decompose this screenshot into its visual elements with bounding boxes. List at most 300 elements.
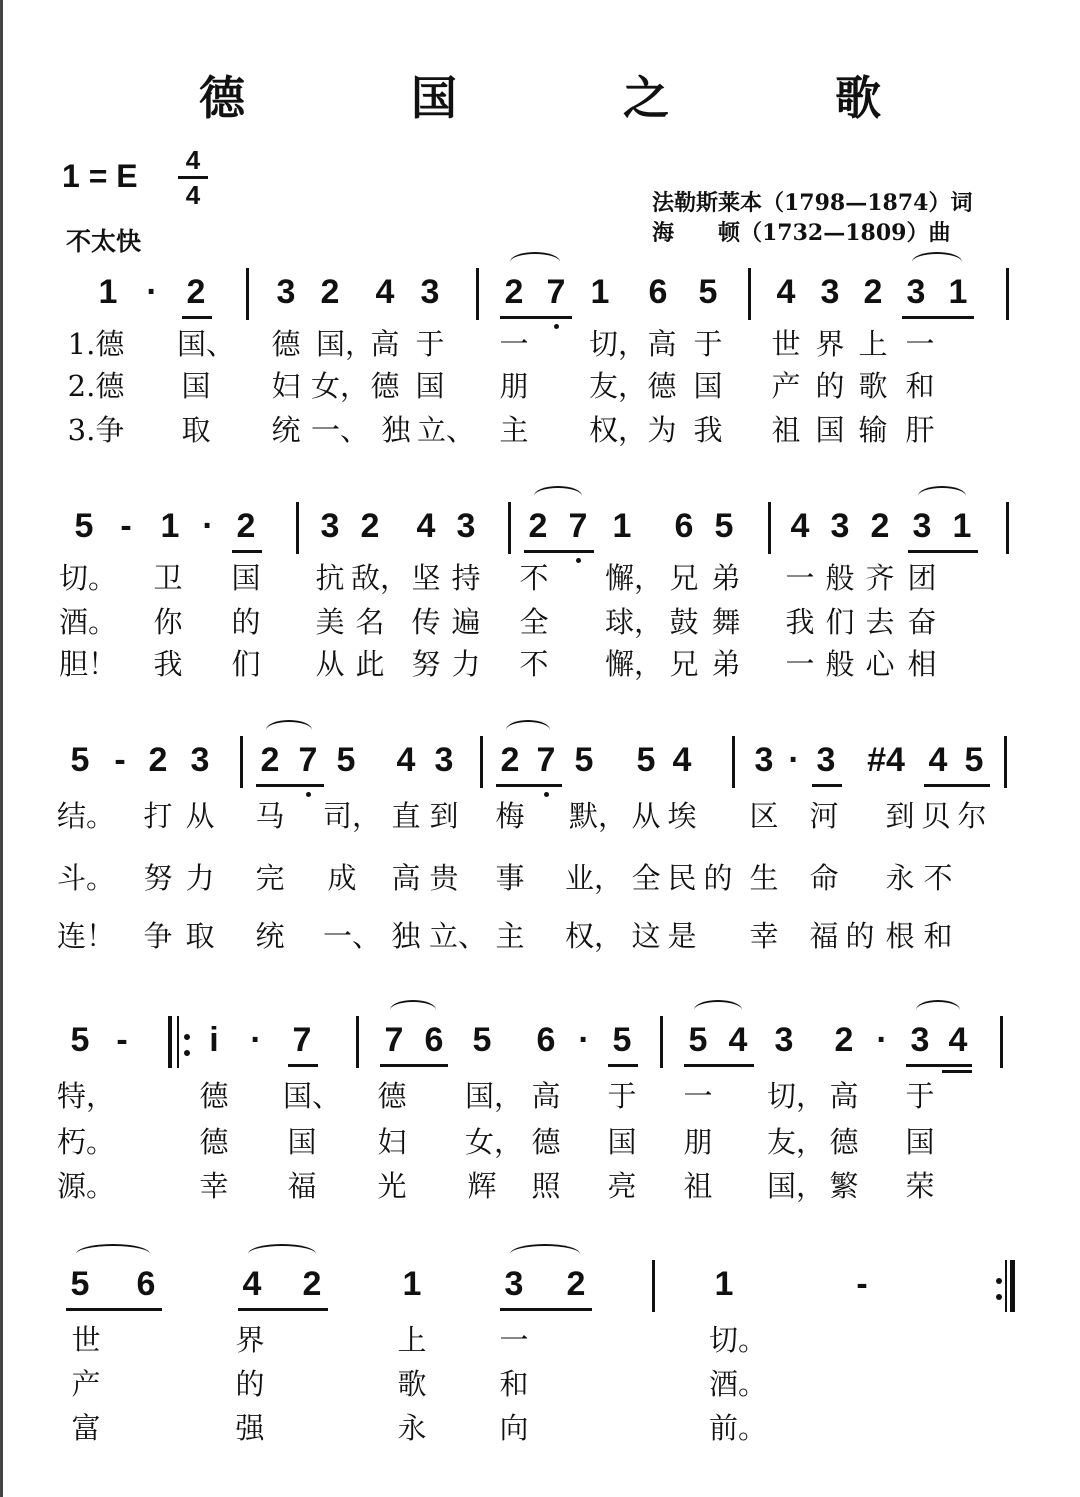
lyric: 德: [531, 1125, 561, 1159]
lyric: 贵: [429, 861, 459, 895]
note: 3: [504, 1265, 524, 1303]
song-title: 德 国 之 歌: [199, 71, 941, 125]
note: 2: [236, 507, 256, 545]
note: 5: [336, 741, 356, 779]
lyric: 不: [519, 647, 549, 681]
lyric: 相: [907, 647, 937, 681]
barline: [1006, 502, 1009, 554]
barline: [508, 502, 511, 554]
lyric: 持: [451, 561, 481, 595]
lyric: 舞: [711, 605, 741, 639]
dash: -: [120, 507, 132, 545]
lyric: 1.德: [67, 327, 125, 361]
slur: [694, 1000, 742, 1020]
lyrics-verse-3: [0, 1410, 1080, 1450]
lyric: 你: [153, 605, 183, 639]
lyric: 繁: [829, 1169, 859, 1203]
lyric: 一: [499, 1323, 529, 1357]
notation-line: [0, 498, 1080, 558]
lyric: 成: [327, 861, 357, 895]
note: 3: [912, 507, 932, 545]
note: 2: [186, 273, 206, 311]
lyric: 尔: [957, 799, 987, 833]
notation-line: [0, 1256, 1080, 1316]
underline: [182, 316, 212, 319]
note: 3: [830, 507, 850, 545]
lyric: 命: [809, 861, 839, 895]
barline: [652, 1260, 655, 1312]
lyric: 强: [235, 1411, 265, 1445]
barline: [356, 1016, 359, 1068]
tempo-marking: 不太快: [66, 227, 142, 256]
note: 2: [500, 741, 520, 779]
lyric: 从: [185, 799, 215, 833]
lyric: 切。: [58, 561, 118, 595]
lyric: 输: [858, 413, 888, 447]
lyric: 朋: [683, 1125, 713, 1159]
underline: [902, 316, 974, 319]
lyric: 连！: [56, 919, 116, 953]
barline: [296, 502, 299, 554]
lyric: 是: [667, 919, 697, 953]
note: 5: [636, 741, 656, 779]
lyric: 女，: [464, 1125, 524, 1159]
lyric: 妇: [271, 369, 301, 403]
lyric: 歌: [858, 369, 888, 403]
note: 5: [688, 1021, 708, 1059]
note: 5: [612, 1021, 632, 1059]
lyrics-verse-1: [0, 1322, 1080, 1362]
lyric: 我: [153, 647, 183, 681]
lyric: 全: [519, 605, 549, 639]
note: 3: [190, 741, 210, 779]
dot-mark: ·: [250, 1021, 262, 1059]
lyric: 歌: [397, 1367, 427, 1401]
lyric: 一: [683, 1079, 713, 1113]
repeat-barline-thin: [177, 1016, 179, 1068]
lower-octave-dot: [544, 792, 549, 797]
slur: [912, 252, 962, 272]
lyric: 女，: [310, 369, 370, 403]
slur: [510, 252, 560, 272]
lyric: 国: [815, 413, 845, 447]
underline: [288, 1064, 318, 1067]
lyric: 幸: [199, 1169, 229, 1203]
lyric: 球，: [604, 605, 664, 639]
underline: [684, 1064, 754, 1067]
note: 7: [546, 273, 566, 311]
lyric: 业，: [564, 861, 624, 895]
lyric: 奋: [907, 605, 937, 639]
lyric: 心: [865, 647, 895, 681]
lyric: 一: [785, 561, 815, 595]
note: 1: [714, 1265, 734, 1303]
lyric: 国，: [464, 1079, 524, 1113]
meter-bottom: 4: [185, 180, 201, 210]
slur: [506, 720, 550, 740]
lyric: 争: [143, 919, 173, 953]
lyrics-verse-3: [0, 918, 1080, 958]
lyric: 国: [905, 1125, 935, 1159]
lyric: 主: [495, 919, 525, 953]
barline: [768, 502, 771, 554]
lyric: 一: [905, 327, 935, 361]
note: 3: [320, 507, 340, 545]
lyric: 权，: [588, 413, 648, 447]
lyric: 高: [647, 327, 677, 361]
lyric: 弟: [711, 561, 741, 595]
lyrics-verse-1: [0, 560, 1080, 600]
lyrics-verse-1: [0, 326, 1080, 366]
lyric: 区: [749, 799, 779, 833]
lyric: 生: [749, 861, 779, 895]
slur: [534, 486, 582, 506]
underline: [500, 316, 572, 319]
lyric: 特，: [56, 1079, 116, 1113]
key-signature: 1 = E: [62, 158, 138, 194]
note: 2: [504, 273, 524, 311]
note: 2: [528, 507, 548, 545]
lyric: 民: [667, 861, 697, 895]
lyric: 的: [815, 369, 845, 403]
dot-mark: ·: [202, 507, 214, 545]
lyric: 前。: [708, 1411, 768, 1445]
note: 6: [136, 1265, 156, 1303]
note: 3: [910, 1021, 930, 1059]
repeat-barline-thin: [1005, 1260, 1007, 1312]
note: 3: [276, 273, 296, 311]
note: 1: [948, 273, 968, 311]
note: 6: [424, 1021, 444, 1059]
underline: [66, 1308, 162, 1311]
barline: [1004, 736, 1007, 788]
lyric: 河: [809, 799, 839, 833]
note: 4: [396, 741, 416, 779]
underline: [238, 1308, 328, 1311]
lyric: 和: [905, 369, 935, 403]
lyric: 从: [315, 647, 345, 681]
lyric: 立、: [428, 919, 488, 953]
note: 2: [302, 1265, 322, 1303]
lyric: 独: [391, 919, 421, 953]
lyric: 般: [825, 561, 855, 595]
underline: [908, 550, 978, 553]
lyric: 一: [785, 647, 815, 681]
note: 4: [928, 741, 948, 779]
dash: -: [116, 1021, 128, 1059]
lyric: 斗。: [56, 861, 116, 895]
note: 5: [70, 1021, 90, 1059]
time-signature: [178, 146, 208, 209]
barline: [476, 268, 479, 320]
lyric: 国: [693, 369, 723, 403]
note: 5: [698, 273, 718, 311]
note: 4: [790, 507, 810, 545]
lyric: 切，: [766, 1079, 826, 1113]
barline: [240, 736, 243, 788]
lyric: 懈，: [604, 647, 664, 681]
lyric: 友，: [766, 1125, 826, 1159]
note: 4: [416, 507, 436, 545]
lyric: 3.争: [67, 413, 125, 447]
barline: [732, 736, 735, 788]
lyric: 力: [451, 647, 481, 681]
lyric: 于: [905, 1079, 935, 1113]
lyrics-verse-2: [0, 860, 1080, 900]
lyric: 德: [370, 369, 400, 403]
lyric: 打: [143, 799, 173, 833]
lyric: 福: [809, 919, 839, 953]
note: 2: [870, 507, 890, 545]
note: 3: [820, 273, 840, 311]
note: 2: [260, 741, 280, 779]
lyric: 世: [771, 327, 801, 361]
lyric: 向: [499, 1411, 529, 1445]
dot-mark: ·: [146, 273, 158, 311]
lyric: 照: [531, 1169, 561, 1203]
lyric: 德: [647, 369, 677, 403]
lyric: 努: [143, 861, 173, 895]
lyric: 弟: [711, 647, 741, 681]
note: 4: [948, 1021, 968, 1059]
lyric: 朽。: [56, 1125, 116, 1159]
lyric: 酒。: [58, 605, 118, 639]
lyric: 一、: [310, 413, 370, 447]
lyric: 德: [199, 1079, 229, 1113]
lyric: 根: [885, 919, 915, 953]
lyric: 这: [631, 919, 661, 953]
note: 3: [816, 741, 836, 779]
lyrics-verse-2: [0, 368, 1080, 408]
lyric: 完: [255, 861, 285, 895]
underline: [256, 784, 324, 787]
note: 3: [774, 1021, 794, 1059]
lyric: 独: [381, 413, 411, 447]
lyric: 产: [771, 369, 801, 403]
lyric: 立、: [416, 413, 476, 447]
note: 2: [320, 273, 340, 311]
lyric: 懈，: [604, 561, 664, 595]
lyric: 遍: [451, 605, 481, 639]
lyric: 坚: [411, 561, 441, 595]
lyric: 去: [865, 605, 895, 639]
note: 2: [863, 273, 883, 311]
note: 1: [952, 507, 972, 545]
lyric: 和: [499, 1367, 529, 1401]
lyric: 国、: [176, 327, 236, 361]
lyrics-verse-3: [0, 1168, 1080, 1208]
lyric: 此: [355, 647, 385, 681]
note: 1: [160, 507, 180, 545]
lyric: 鼓: [669, 605, 699, 639]
lyric: 传: [411, 605, 441, 639]
note: 7: [292, 1021, 312, 1059]
lyric: 福: [287, 1169, 317, 1203]
underline: [524, 550, 594, 553]
lyric: 光: [377, 1169, 407, 1203]
note: 5: [472, 1021, 492, 1059]
lyric: 名: [355, 605, 385, 639]
note: 3: [420, 273, 440, 311]
lyric: 国: [287, 1125, 317, 1159]
note: 5: [964, 741, 984, 779]
lyric: 贝: [921, 799, 951, 833]
note: 7: [384, 1021, 404, 1059]
note: 3: [434, 741, 454, 779]
underline: [232, 550, 262, 553]
note: 5: [70, 1265, 90, 1303]
lyric: 的: [231, 605, 261, 639]
note: 1: [590, 273, 610, 311]
lyric: 我: [785, 605, 815, 639]
lyric: 事: [495, 861, 525, 895]
dot-mark: ·: [788, 741, 800, 779]
lyric: 德: [829, 1125, 859, 1159]
slur: [510, 1244, 580, 1264]
lyric: 德: [377, 1079, 407, 1113]
lyric: 永: [397, 1411, 427, 1445]
lyric: 德: [271, 327, 301, 361]
lyric: 的: [703, 861, 733, 895]
lyric: 统: [255, 919, 285, 953]
lyric: 界: [815, 327, 845, 361]
meter-divider: [178, 176, 208, 179]
lyric: 统: [271, 413, 301, 447]
lyric: 和: [923, 919, 953, 953]
lyric: 高: [829, 1079, 859, 1113]
barline: [660, 1016, 663, 1068]
lyric: 直: [391, 799, 421, 833]
dot-mark: ·: [578, 1021, 590, 1059]
lyrics-verse-1: [0, 1078, 1080, 1118]
lyric: 美: [315, 605, 345, 639]
note: 2: [834, 1021, 854, 1059]
note: 3: [456, 507, 476, 545]
lyrics-verse-2: [0, 604, 1080, 644]
note: 1: [98, 273, 118, 311]
lyric: 肝: [905, 413, 935, 447]
lyrics-verse-2: [0, 1366, 1080, 1406]
note: i: [209, 1021, 219, 1059]
lyric: 于: [415, 327, 445, 361]
lyric: 妇: [377, 1125, 407, 1159]
note: 4: [375, 273, 395, 311]
lyric: 不: [923, 861, 953, 895]
note: 5: [74, 507, 94, 545]
lower-octave-dot: [306, 792, 311, 797]
barline: [748, 268, 751, 320]
lyric: 国，: [315, 327, 375, 361]
lyric: 一、: [322, 919, 382, 953]
note: 4: [776, 273, 796, 311]
lyric: 到: [429, 799, 459, 833]
note: 7: [568, 507, 588, 545]
lyric: 祖: [683, 1169, 713, 1203]
lyric: 们: [825, 605, 855, 639]
note: 6: [648, 273, 668, 311]
underline: [906, 1064, 972, 1067]
lyric: 马: [255, 799, 285, 833]
lyric: 国、: [282, 1079, 342, 1113]
note: 6: [536, 1021, 556, 1059]
lyrics-verse-2: [0, 1124, 1080, 1164]
slur: [248, 1244, 316, 1264]
lyricist-credit: 法勒斯莱本（1798—1874）词: [652, 190, 973, 216]
lyric: 辉: [467, 1169, 497, 1203]
note: 6: [674, 507, 694, 545]
note: 7: [536, 741, 556, 779]
lyric: 国，: [766, 1169, 826, 1203]
lyric: 埃: [667, 799, 697, 833]
lyric: 卫: [153, 561, 183, 595]
slur: [916, 1000, 960, 1020]
lyric: 幸: [749, 919, 779, 953]
underline: [380, 1064, 448, 1067]
note: 4: [728, 1021, 748, 1059]
lyric: 产: [71, 1367, 101, 1401]
note: 4: [672, 741, 692, 779]
lyric: 取: [185, 919, 215, 953]
lyric: 结。: [56, 799, 116, 833]
lyric: 于: [607, 1079, 637, 1113]
lyrics-verse-3: [0, 646, 1080, 686]
lyric: 切。: [708, 1323, 768, 1357]
lyric: 德: [199, 1125, 229, 1159]
slur: [266, 720, 312, 740]
lyric: 抗: [315, 561, 345, 595]
lyric: 亮: [607, 1169, 637, 1203]
lyric: 般: [825, 647, 855, 681]
note: 3: [754, 741, 774, 779]
underline: [924, 784, 990, 787]
slur: [390, 1000, 436, 1020]
dot-mark: ·: [876, 1021, 888, 1059]
lyric: 为: [647, 413, 677, 447]
lyric: 国: [181, 369, 211, 403]
lyric: 的: [235, 1367, 265, 1401]
composer-credit: 海 顿（1732—1809）曲: [652, 220, 951, 246]
lyric: 友，: [588, 369, 648, 403]
lyric: 酒。: [708, 1367, 768, 1401]
lyric: 梅: [495, 799, 525, 833]
lyrics-verse-3: [0, 412, 1080, 452]
slur: [918, 486, 966, 506]
lyric: 于: [693, 327, 723, 361]
lyric: 界: [235, 1323, 265, 1357]
lyric: 不: [519, 561, 549, 595]
lyric: 源。: [56, 1169, 116, 1203]
lyric: 荣: [905, 1169, 935, 1203]
dash: -: [856, 1265, 868, 1303]
underline: [812, 784, 842, 787]
barline: [1006, 268, 1009, 320]
sharp-note: #4: [867, 741, 905, 779]
underline: [608, 1064, 638, 1067]
note: 5: [70, 741, 90, 779]
lyric: 国: [607, 1125, 637, 1159]
barline: [1000, 1016, 1003, 1068]
note: 5: [574, 741, 594, 779]
lyric: 们: [231, 647, 261, 681]
lyric: 2.德: [67, 369, 125, 403]
lyric: 从: [631, 799, 661, 833]
lyric: 高: [370, 327, 400, 361]
lyric: 胆！: [58, 647, 118, 681]
note: 3: [906, 273, 926, 311]
notation-line: [0, 1012, 1080, 1072]
lyric: 高: [531, 1079, 561, 1113]
repeat-barline-thick: [168, 1016, 172, 1068]
